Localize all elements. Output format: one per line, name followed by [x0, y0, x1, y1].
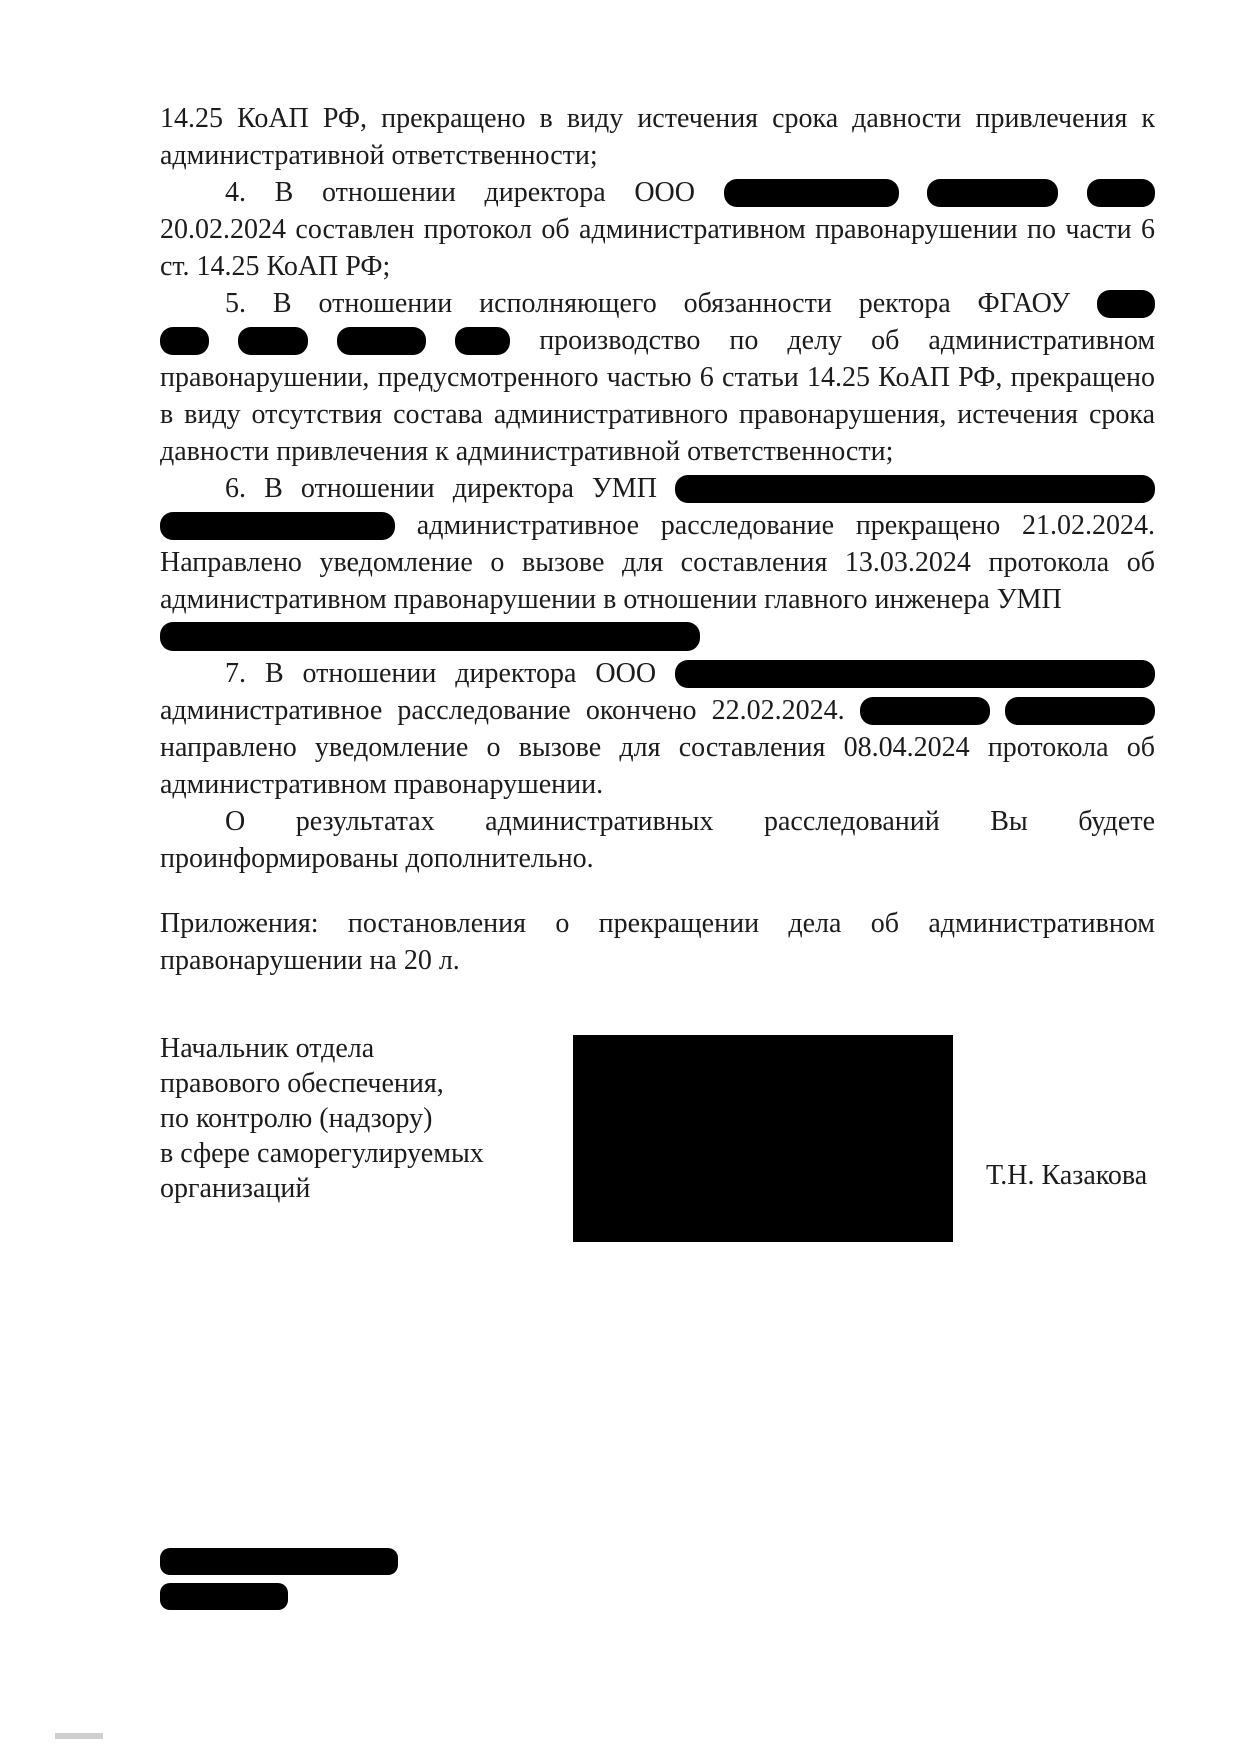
paragraph-intro-continuation — [160, 100, 1155, 174]
paragraph-attachments — [160, 905, 1155, 979]
paragraph-item-6-continuation — [160, 507, 1155, 618]
redaction-bar — [160, 327, 209, 355]
signature-title-line: по контролю (надзору) — [160, 1103, 433, 1134]
paragraph-item-4-first-line — [160, 174, 1155, 211]
redaction-bar — [927, 179, 1058, 207]
redaction-bar — [675, 660, 1155, 688]
paragraph-item-5-continuation — [160, 322, 1155, 470]
redaction-bar — [337, 327, 426, 355]
redaction-bar — [860, 697, 990, 725]
signature-title-line: в сфере саморегулируемых — [160, 1138, 484, 1169]
item-6-lead-text: В отношении директора УМП — [264, 473, 657, 504]
signature-title-line: Начальник отдела — [160, 1033, 375, 1064]
signatory-name: Т.Н. Казакова — [986, 1160, 1148, 1191]
attachments-text: Приложения: постановления о прекращении дела об административном правонарушении на 20 л. — [160, 908, 1155, 976]
item-6-number: 6. — [225, 473, 246, 504]
signature-title-line: правового обеспечения, — [160, 1068, 444, 1099]
item-5-lead-text: В отношении исполняющего обязанности ректора ФГАОУ — [272, 288, 1071, 319]
redaction-bar — [238, 327, 308, 355]
item-7-rest-after-text: направлено уведомление о вызове для составления 08.04.2024 протокола об административном правонарушении. — [160, 732, 1155, 800]
intro-text: 14.25 КоАП РФ, прекращено в виду истечения срока давности привлечения к административной ответственности; — [160, 103, 1155, 171]
redaction-bar — [455, 327, 510, 355]
redaction-bar — [1097, 290, 1155, 318]
item-4-rest-text: 20.02.2024 составлен протокол об административном правонарушении по части 6 ст. 14.25 КоАП РФ; — [160, 214, 1155, 282]
redaction-bar — [1087, 179, 1155, 207]
item-7-rest-before-text: административное расследование окончено 22.02.2024. — [160, 695, 845, 726]
paragraph-item-4-continuation — [160, 211, 1155, 285]
scan-artifact — [55, 1733, 103, 1739]
redaction-bar — [675, 475, 1155, 503]
item-5-number: 5. — [225, 288, 246, 319]
item-7-lead-text: В отношении директора ООО — [264, 658, 657, 689]
signature-title-block — [160, 1031, 484, 1206]
results-notice-text: О результатах административных расследований Вы будете проинформированы дополнительно. — [160, 806, 1155, 874]
item-4-lead-text: В отношении директора ООО — [274, 177, 695, 208]
signature-title-line: организаций — [160, 1173, 311, 1204]
redaction-bar — [1005, 697, 1155, 725]
paragraph-results-notice — [160, 803, 1155, 877]
redaction-bar-footer — [160, 1548, 398, 1575]
paragraph-item-7-continuation — [160, 692, 1155, 803]
paragraph-item-7-first-line — [160, 655, 1155, 692]
document-body — [160, 100, 1155, 979]
item-5-rest-text: производство по делу об административном правонарушении, предусмотренного частью 6 статьи 14.25 КоАП РФ, прекращено в виду отсутствия состава административного правонарушения, истечения срока давности привлечения к административной ответственности; — [160, 325, 1156, 467]
redaction-bar-footer — [160, 1583, 288, 1610]
paragraph-item-5-first-line — [160, 285, 1155, 322]
item-4-number: 4. — [225, 177, 246, 208]
item-6-rest-text: административное расследование прекращено 21.02.2024. Направлено уведомление о вызове для составления 13.03.2024 протокола об административном правонарушении в отношении главного инженера УМП — [160, 510, 1156, 615]
paragraph-item-6-first-line — [160, 470, 1155, 507]
redacted-signature-stamp — [573, 1035, 953, 1242]
redaction-bar — [724, 179, 899, 207]
item-7-number: 7. — [225, 658, 246, 689]
redaction-bar-full-line — [160, 622, 700, 651]
redaction-bar — [160, 512, 395, 540]
